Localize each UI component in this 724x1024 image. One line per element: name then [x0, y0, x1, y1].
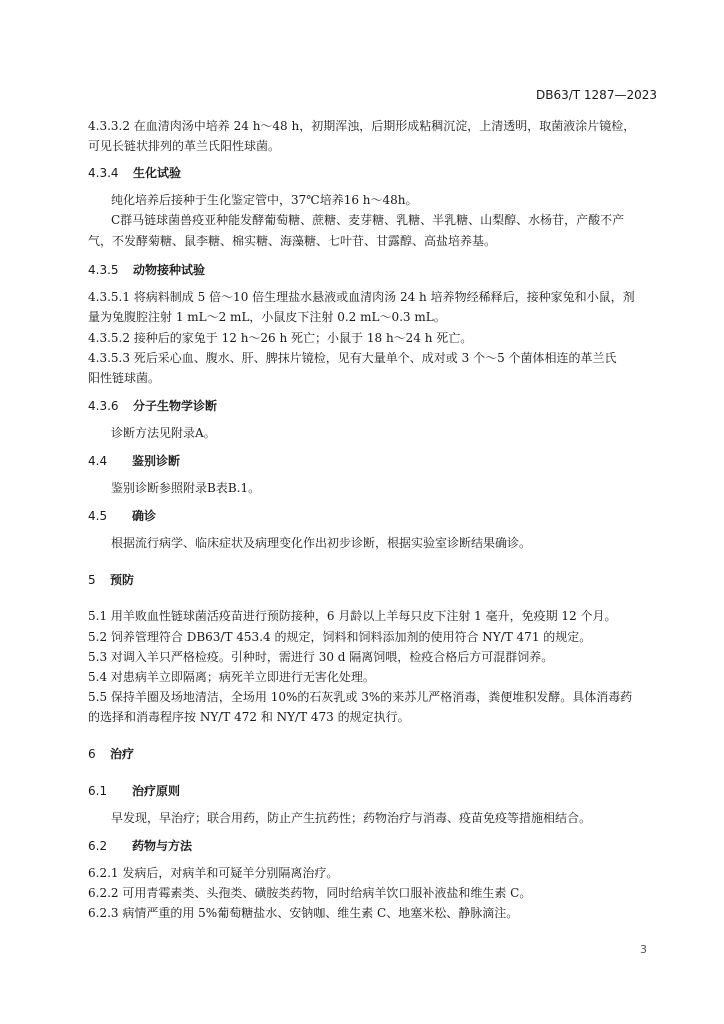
- chapter-heading: [88, 572, 134, 588]
- chapter-number: 6: [88, 747, 96, 761]
- section-number: 6.2: [88, 839, 108, 853]
- section-heading: [88, 453, 180, 469]
- section-heading: [88, 262, 205, 278]
- section-title: 确诊: [132, 509, 157, 523]
- paragraph-line: 的选择和消毒程序按 NY/T 472 和 NY/T 473 的规定执行。: [88, 710, 410, 724]
- chapter-title: 预防: [110, 573, 135, 587]
- paragraph-line: 4.3.5.3 死后采心血、腹水、肝、脾抹片镜检，见有大量单个、成对或 3 个～5 个菌体相连的革兰氏: [88, 351, 617, 365]
- section-heading: [88, 398, 217, 414]
- page-number: 3: [640, 943, 647, 956]
- chapter-title: 治疗: [110, 747, 135, 761]
- chapter-heading: [88, 746, 134, 762]
- paragraph-line: 5.5 保持羊圈及场地清洁，全场用 10%的石灰乳或 3%的来苏儿严格消毒，粪便堆积发酵。具体消毒药: [88, 690, 633, 704]
- paragraph-line: 可见长链状排列的革兰氏阳性球菌。: [88, 139, 281, 153]
- paragraph-line: 5.2 饲养管理符合 DB63/T 453.4 的规定，饲料和饲料添加剂的使用符合 NY/T 471 的规定。: [88, 630, 592, 644]
- section-title: 分子生物学诊断: [133, 399, 218, 413]
- paragraph-line: 纯化培养后接种于生化鉴定管中，37℃培养16 h～48h。: [111, 193, 418, 207]
- paragraph-line: 4.3.3.2 在血清肉汤中培养 24 h～48 h，初期浑浊，后期形成粘稠沉淀，上清透明，取菌液涂片镜检，: [88, 119, 636, 133]
- paragraph-line: 阳性链球菌。: [88, 371, 161, 385]
- standard-code: DB63/T 1287—2023: [535, 88, 657, 102]
- paragraph-line: 4.3.5.1 将病料制成 5 倍～10 倍生理盐水悬液或血清肉汤 24 h 培养物经稀释后，接种家兔和小鼠，剂: [88, 290, 635, 304]
- section-title: 生化试验: [133, 166, 182, 180]
- chapter-number: 5: [88, 573, 96, 587]
- paragraph-line: 5.3 对调入羊只严格检疫。引种时，需进行 30 d 隔离饲喂，检疫合格后方可混群饲养。: [88, 650, 554, 664]
- paragraph-line: 鉴别诊断参照附录B表B.1。: [111, 481, 261, 495]
- paragraph-line: 6.2.1 发病后，对病羊和可疑羊分别隔离治疗。: [88, 866, 339, 880]
- paragraph-line: 4.3.5.2 接种后的家兔于 12 h～26 h 死亡；小鼠于 18 h～24 h 死亡。: [88, 331, 473, 345]
- section-title: 药物与方法: [132, 839, 193, 853]
- paragraph-line: 根据流行病学、临床症状及病理变化作出初步诊断，根据实验室诊断结果确诊。: [111, 536, 532, 550]
- section-title: 治疗原则: [132, 784, 181, 798]
- section-number: 4.4: [88, 454, 108, 468]
- paragraph-line: 6.2.2 可用青霉素类、头孢类、磺胺类药物，同时给病羊饮口服补液盐和维生素 C。: [88, 886, 532, 900]
- section-heading: [88, 838, 192, 854]
- paragraph-line: 气，不发酵菊糖、鼠李糖、棉实糖、海藻糖、七叶苷、甘露醇、高盐培养基。: [88, 234, 497, 248]
- section-number: 4.3.4: [88, 166, 119, 180]
- section-heading: [88, 508, 156, 524]
- section-number: 4.5: [88, 509, 108, 523]
- section-number: 4.3.6: [88, 399, 119, 413]
- section-title: 动物接种试验: [133, 263, 206, 277]
- section-heading: [88, 783, 180, 799]
- paragraph-line: C群马链球菌兽疫亚种能发酵葡萄糖、蔗糖、麦芽糖、乳糖、半乳糖、山梨醇、水杨苷，产酸不产: [111, 213, 625, 227]
- section-heading: [88, 165, 181, 181]
- paragraph-line: 6.2.3 病情严重的用 5%葡萄糖盐水、安钠咖、维生素 C、地塞米松、静脉滴注。: [88, 906, 519, 920]
- paragraph-line: 5.4 对患病羊立即隔离；病死羊立即进行无害化处理。: [88, 670, 375, 684]
- paragraph-line: 早发现，早治疗；联合用药，防止产生抗药性；药物治疗与消毒、疫苗免疫等措施相结合。: [111, 811, 592, 825]
- section-number: 4.3.5: [88, 263, 119, 277]
- paragraph-line: 诊断方法见附录A。: [111, 426, 216, 440]
- paragraph-line: 5.1 用羊败血性链球菌活疫苗进行预防接种，6 月龄以上羊每只皮下注射 1 毫升，免疫期 12 个月。: [88, 609, 617, 623]
- section-number: 6.1: [88, 784, 108, 798]
- section-title: 鉴别诊断: [132, 454, 181, 468]
- paragraph-line: 量为兔腹腔注射 1 mL～2 mL，小鼠皮下注射 0.2 mL～0.3 mL。: [88, 310, 446, 324]
